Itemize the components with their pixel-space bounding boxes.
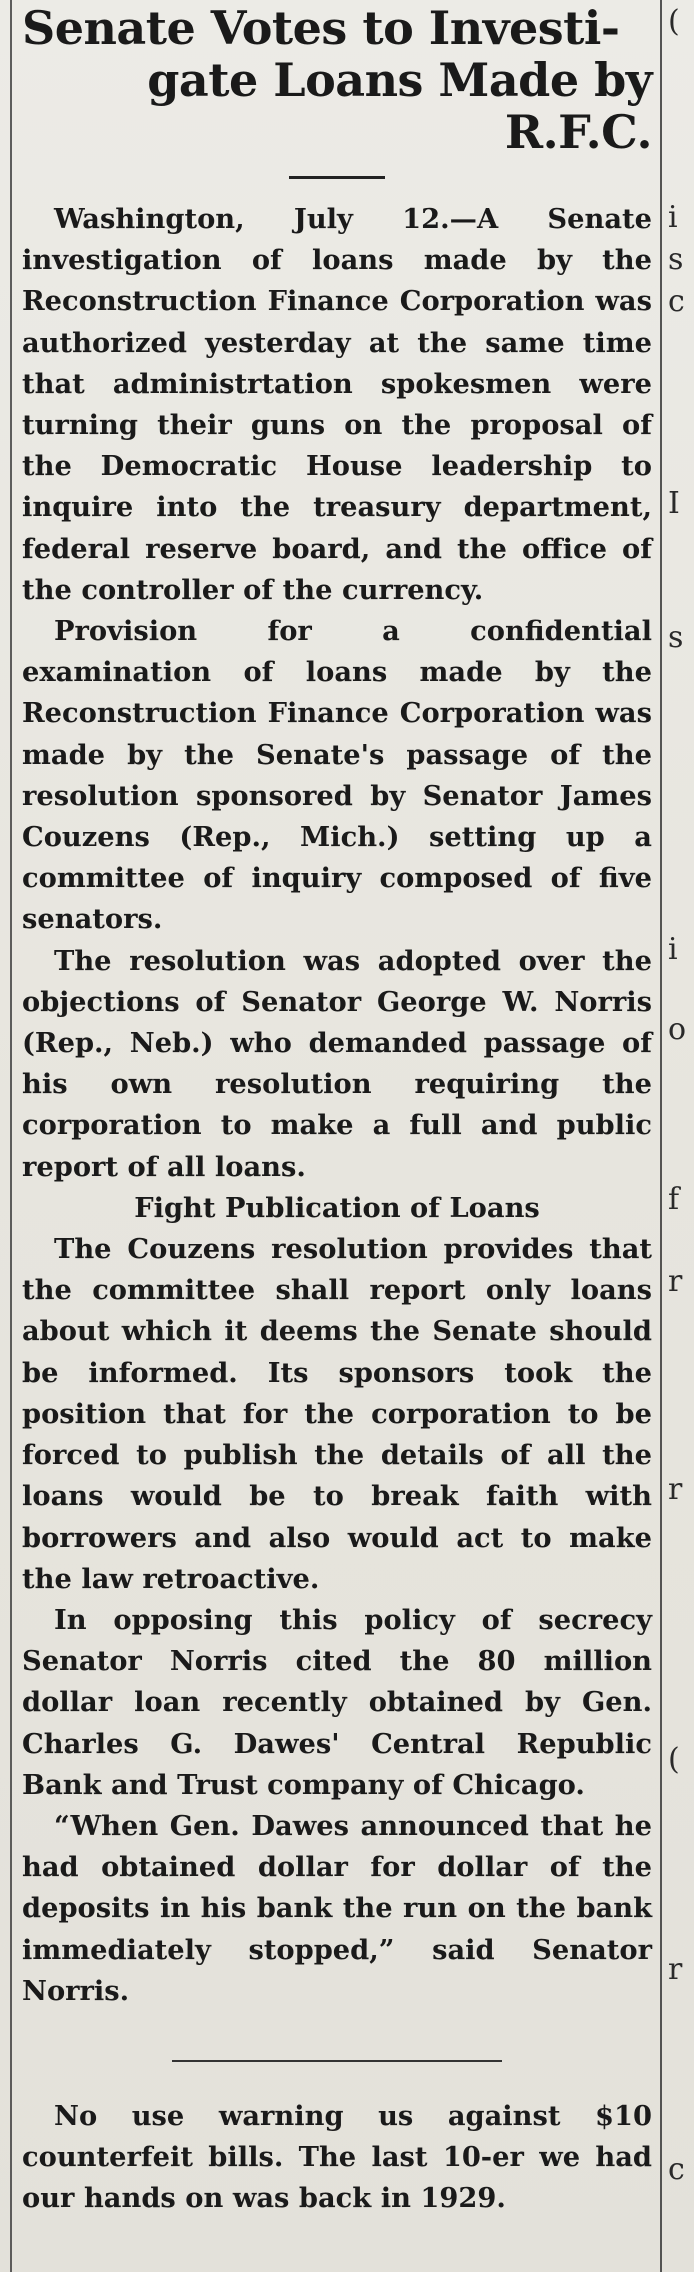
section-divider: [172, 2060, 502, 2062]
headline: [22, 0, 652, 158]
article: [22, 0, 652, 2220]
adjacent-column-char: r: [668, 1472, 683, 1507]
adjacent-column-char: i: [668, 932, 678, 967]
adjacent-column-char: i: [668, 200, 678, 235]
adjacent-column-char: (: [668, 4, 680, 39]
adjacent-column-char: c: [668, 2152, 685, 2187]
left-column-rule: [10, 0, 12, 2272]
paragraph-couzens: The Couzens resolution provides that the committee shall report only loans about which it deems the Senate should be informed. Its sponsors took the position that for the corporation to be forced to publish the details of all the loans would be to break faith with borrowers and also would act to make the law retroactive.: [22, 1233, 652, 1595]
paragraph-quote: “When Gen. Dawes announced that he had obtained dollar for dollar of the deposits in his bank the run on the bank immediately stopped,” said Senator Norris.: [22, 1809, 652, 2007]
headline-line-2: gate Loans Made by R.F.C.: [147, 53, 652, 159]
paragraph-opposing: In opposing this policy of secrecy Senator Norris cited the 80 million dollar loan recently obtained by Gen. Charles G. Dawes' Central Republic Bank and Trust company of Chicago.: [22, 1603, 652, 1801]
adjacent-column-char: f: [668, 1182, 680, 1217]
adjacent-column-char: (: [668, 1742, 680, 1777]
paragraph-resolution: The resolution was adopted over the objections of Senator George W. Norris (Rep., Neb.) who demanded passage of his own resolution requiring the corporation to make a full and public report of all loans.: [22, 944, 652, 1183]
paragraph-dateline: Washington, July 12.—A Senate investigation of loans made by the Reconstruction Finance Corporation was authorized yesterday at the same time that administrtation spokesmen were turning their guns on the proposal of the Democratic House leadership to inquire into the treasury department, federal reserve board, and the office of the controller of the currency.: [22, 203, 652, 606]
adjacent-column-char: s: [668, 620, 684, 655]
paragraph-provision: Provision for a confidential examination of loans made by the Reconstruction Finance Corporation was made by the Senate's passage of the resolution sponsored by Senator James Couzens (Rep., Mich.) setting up a committee of inquiry composed of five senators.: [22, 615, 652, 936]
adjacent-column-char: I: [668, 486, 680, 521]
headline-line-1: Senate Votes to Investi-: [22, 1, 620, 55]
adjacent-column-char: r: [668, 1264, 683, 1299]
adjacent-column-fragment: [666, 0, 694, 2272]
subheading: Fight Publication of Loans: [134, 1191, 540, 1224]
adjacent-column-char: r: [668, 1952, 683, 1987]
adjacent-column-char: o: [668, 1012, 687, 1047]
adjacent-column-char: s: [668, 242, 684, 277]
adjacent-column-char: c: [668, 284, 685, 319]
headline-divider: [289, 176, 385, 179]
filler-quip: No use warning us against $10 counterfeit bills. The last 10-er we had our hands on was back in 1929.: [22, 2099, 652, 2215]
right-column-rule: [660, 0, 662, 2272]
